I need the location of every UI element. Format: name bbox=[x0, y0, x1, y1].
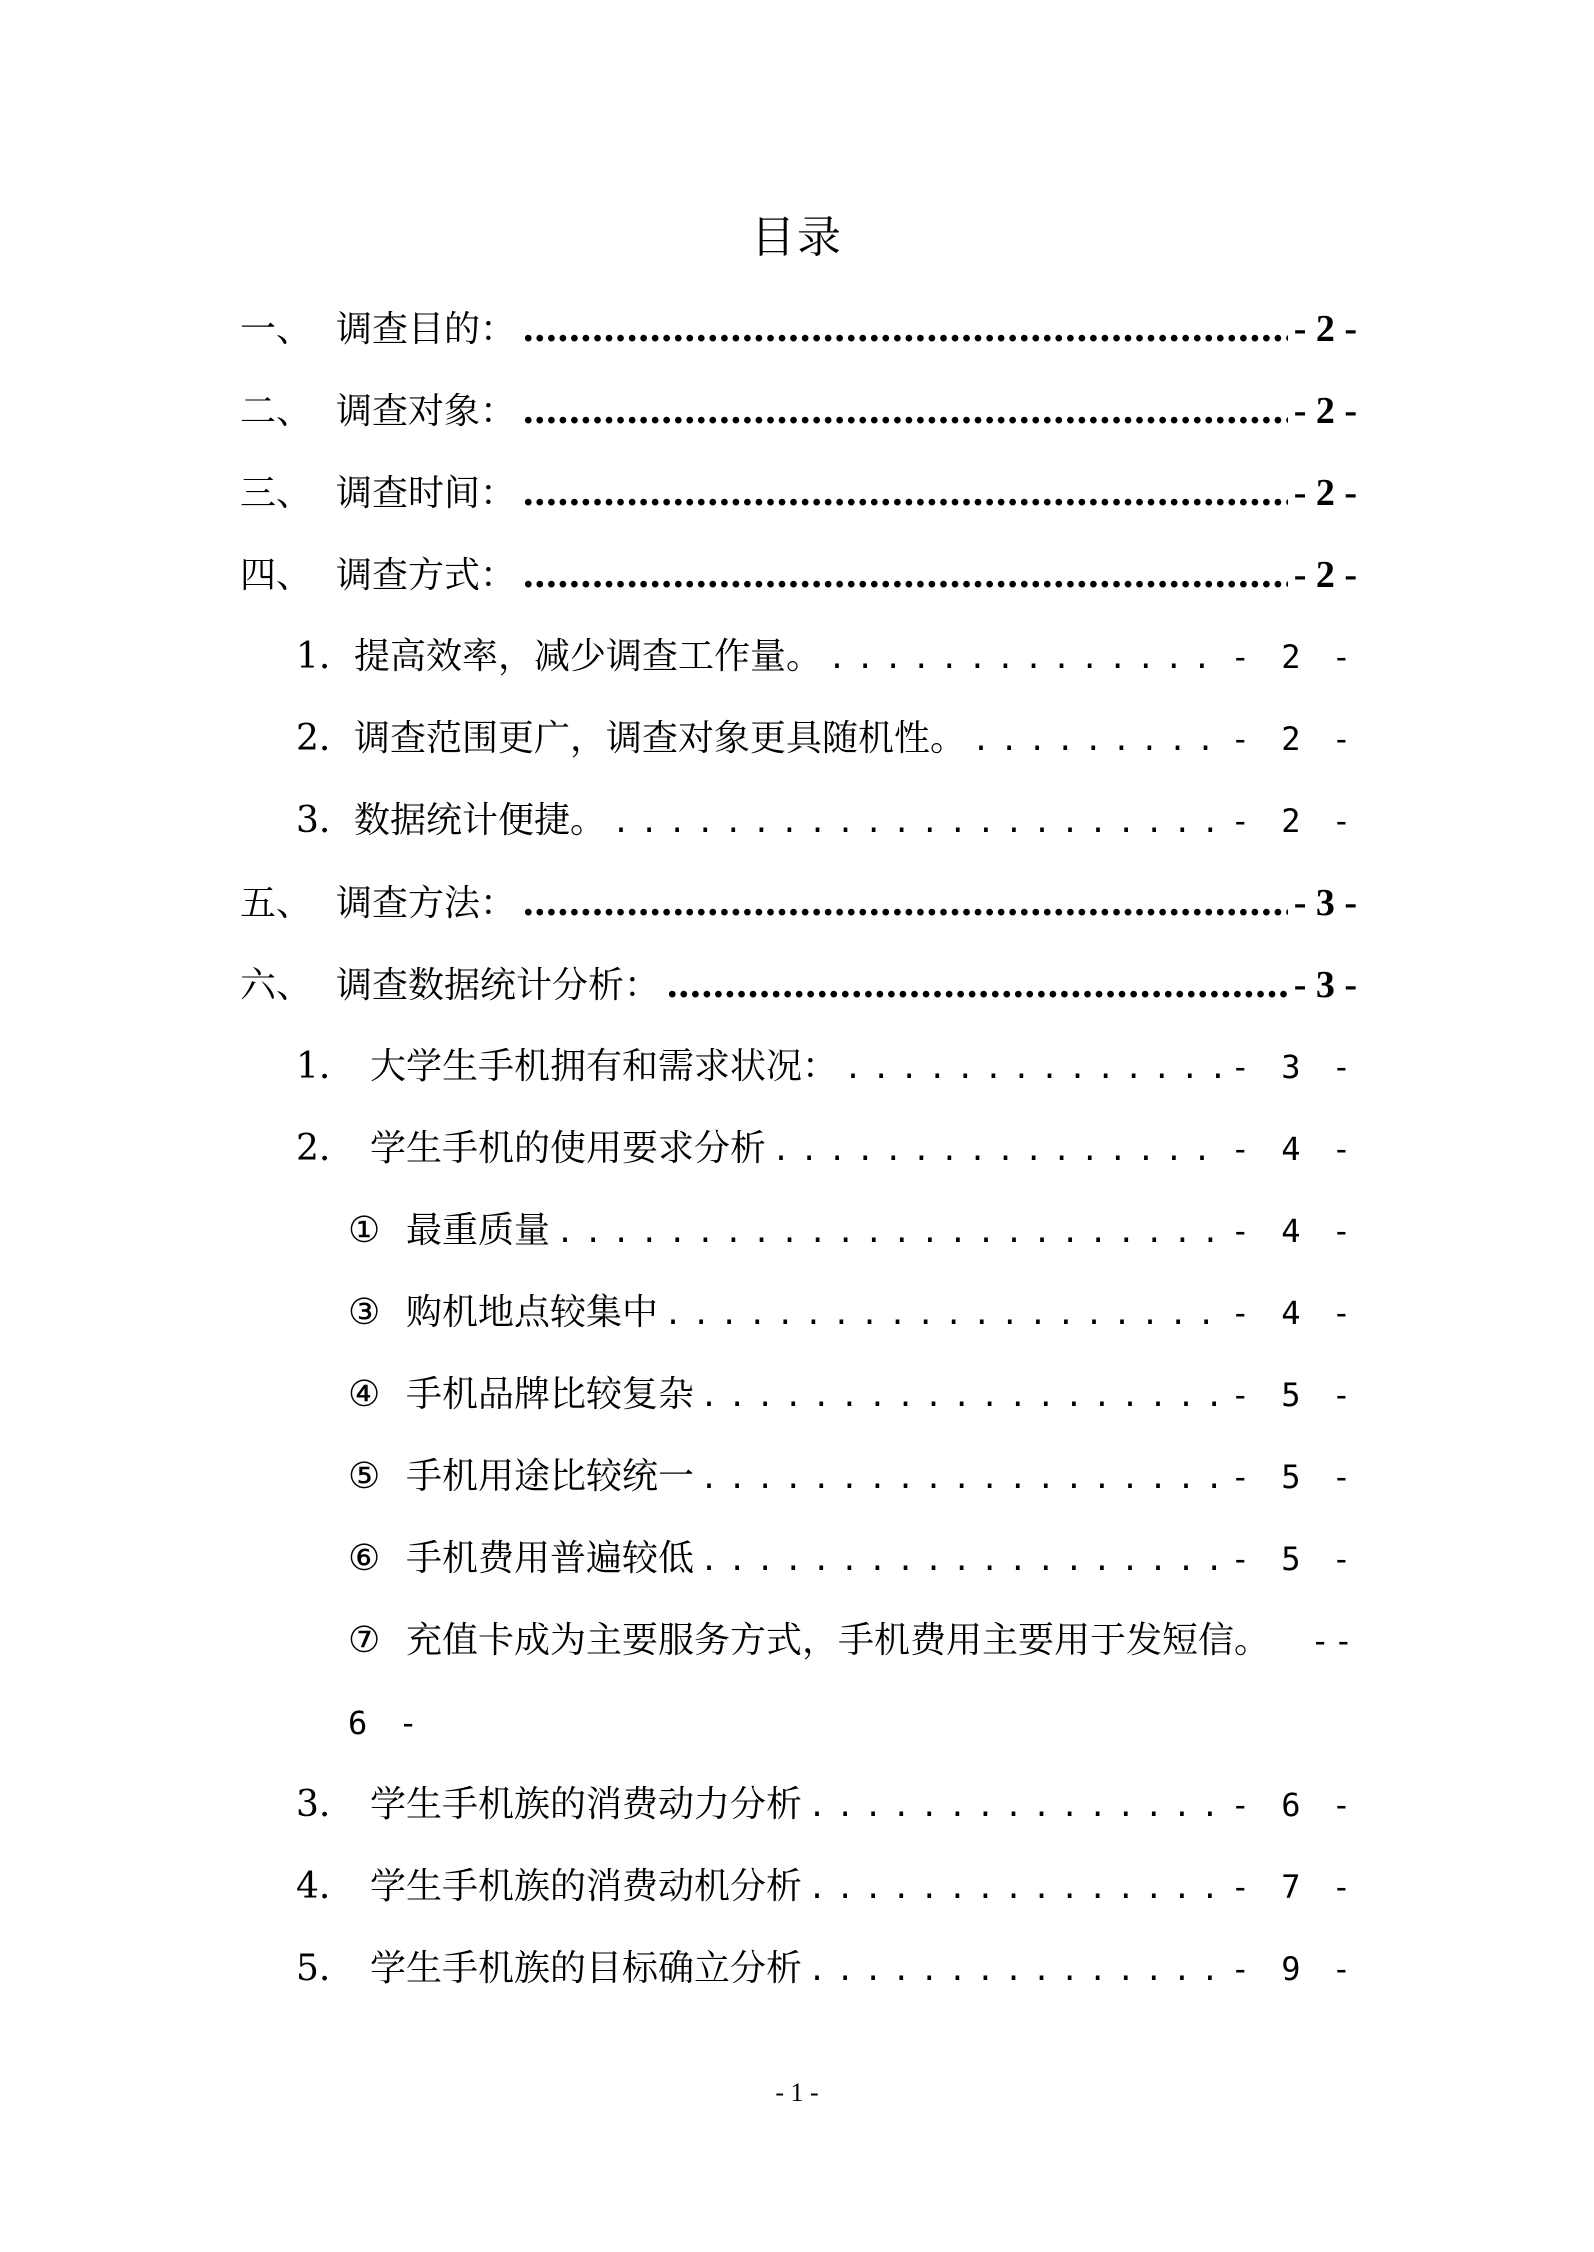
toc-entry-page: - 5 - bbox=[1230, 1540, 1357, 1578]
dot-leader bbox=[612, 782, 1225, 864]
toc-entry-number: 2. bbox=[296, 718, 331, 759]
toc-entry-number: ④ bbox=[348, 1374, 381, 1415]
toc-entry-number: 二、 bbox=[240, 391, 313, 432]
dot-leader bbox=[700, 1520, 1225, 1602]
toc-entry-usage[interactable] bbox=[240, 1436, 1357, 1518]
dot-leader bbox=[522, 452, 1288, 534]
toc-entry-page: - 6 - bbox=[1230, 1786, 1357, 1824]
dot-leader bbox=[556, 1192, 1225, 1274]
toc-entry-page: - 2 - bbox=[1293, 390, 1357, 432]
toc-entry-scope[interactable] bbox=[240, 698, 1357, 780]
toc-entry-page: - 4 - bbox=[1230, 1212, 1357, 1250]
toc-entry-line bbox=[348, 1600, 1357, 1682]
toc-entry-label: 数据统计便捷。 bbox=[354, 800, 607, 841]
toc-entry-label: 调查对象： bbox=[336, 391, 517, 432]
toc-entry-number: 3. bbox=[296, 1784, 331, 1825]
toc-title: 目录 bbox=[751, 212, 843, 263]
toc-entry-page: - 4 - bbox=[1230, 1130, 1357, 1168]
toc-entry-number: 3. bbox=[296, 800, 331, 841]
toc-entry-time[interactable] bbox=[240, 452, 1357, 534]
toc-entry-number: 5. bbox=[296, 1948, 331, 1989]
dot-leader bbox=[666, 944, 1288, 1026]
toc-entry-ownership[interactable] bbox=[240, 1026, 1357, 1108]
toc-entry-number: 一、 bbox=[240, 309, 313, 350]
dot-leader bbox=[828, 618, 1225, 700]
toc-entry-number: ⑥ bbox=[348, 1538, 381, 1579]
toc-entry-label: 手机费用普遍较低 bbox=[406, 1538, 695, 1579]
toc-entry-number: ⑦ bbox=[348, 1620, 381, 1661]
toc-entry-number: ③ bbox=[348, 1292, 381, 1333]
toc-entry-cost[interactable] bbox=[240, 1518, 1357, 1600]
toc-entry-method[interactable] bbox=[240, 862, 1357, 944]
toc-entry-number: 四、 bbox=[240, 555, 313, 596]
toc-entry-page: - 2 - bbox=[1230, 720, 1357, 758]
toc-entry-label: 调查方法： bbox=[336, 883, 517, 924]
toc-entry-purpose[interactable] bbox=[240, 288, 1357, 370]
toc-entry-quality[interactable] bbox=[240, 1190, 1357, 1272]
toc-entry-label: 学生手机的使用要求分析 bbox=[370, 1128, 767, 1169]
toc-entry-label: 提高效率，减少调查工作量。 bbox=[354, 636, 823, 677]
toc-entry-goal-setting[interactable] bbox=[240, 1928, 1357, 2010]
table-of-contents bbox=[240, 288, 1357, 2010]
toc-entry-number: ⑤ bbox=[348, 1456, 381, 1497]
dot-leader bbox=[522, 370, 1288, 452]
toc-entry-label: 最重质量 bbox=[406, 1210, 551, 1251]
dot-leader bbox=[844, 1028, 1225, 1110]
toc-entry-number: ① bbox=[348, 1210, 381, 1251]
dot-leader bbox=[522, 862, 1288, 944]
toc-entry-consumption-motive[interactable] bbox=[240, 1846, 1357, 1928]
toc-entry-label: 大学生手机拥有和需求状况： bbox=[370, 1046, 839, 1087]
toc-entry-data-analysis[interactable] bbox=[240, 944, 1357, 1026]
toc-entry-number: 1. bbox=[296, 636, 331, 677]
toc-entry-label: 调查方式： bbox=[336, 555, 517, 596]
toc-entry-efficiency[interactable] bbox=[240, 616, 1357, 698]
toc-entry-page: - 2 - bbox=[1230, 802, 1357, 840]
toc-entry-label: 学生手机族的消费动机分析 bbox=[370, 1866, 803, 1907]
toc-entry-trail: -- bbox=[1310, 1622, 1357, 1660]
dot-leader bbox=[808, 1930, 1225, 2012]
toc-entry-number: 五、 bbox=[240, 883, 313, 924]
toc-entry-label: 调查目的： bbox=[336, 309, 517, 350]
toc-entry-number: 2. bbox=[296, 1128, 331, 1169]
toc-entry-statistics[interactable] bbox=[240, 780, 1357, 862]
toc-entry-label: 学生手机族的消费动力分析 bbox=[370, 1784, 803, 1825]
toc-entry-number: 三、 bbox=[240, 473, 313, 514]
toc-entry-page: 6 - bbox=[348, 1704, 424, 1742]
dot-leader bbox=[522, 288, 1288, 370]
toc-entry-consumption-drive[interactable] bbox=[240, 1764, 1357, 1846]
dot-leader bbox=[700, 1356, 1225, 1438]
toc-entry-page: - 5 - bbox=[1230, 1376, 1357, 1414]
dot-leader bbox=[772, 1110, 1225, 1192]
toc-entry-page: - 2 - bbox=[1230, 638, 1357, 676]
toc-entry-number: 六、 bbox=[240, 965, 313, 1006]
toc-entry-page: - 5 - bbox=[1230, 1458, 1357, 1496]
toc-entry-continuation bbox=[348, 1682, 1357, 1764]
toc-entry-number: 4. bbox=[296, 1866, 331, 1907]
toc-entry-label: 充值卡成为主要服务方式，手机费用主要用于发短信。 bbox=[406, 1620, 1271, 1661]
toc-entry-brands[interactable] bbox=[240, 1354, 1357, 1436]
toc-entry-number: 1. bbox=[296, 1046, 331, 1087]
toc-entry-label: 调查时间： bbox=[336, 473, 517, 514]
toc-entry-purchase-location[interactable] bbox=[240, 1272, 1357, 1354]
toc-entry-label: 学生手机族的目标确立分析 bbox=[370, 1948, 803, 1989]
dot-leader bbox=[972, 700, 1225, 782]
dot-leader bbox=[808, 1848, 1225, 1930]
toc-entry-page: - 2 - bbox=[1293, 472, 1357, 514]
dot-leader bbox=[700, 1438, 1225, 1520]
toc-entry-recharge-card[interactable] bbox=[240, 1600, 1357, 1764]
toc-entry-label: 手机品牌比较复杂 bbox=[406, 1374, 695, 1415]
toc-entry-page: - 2 - bbox=[1293, 554, 1357, 596]
toc-entry-page: - 7 - bbox=[1230, 1868, 1357, 1906]
toc-entry-label: 调查数据统计分析： bbox=[336, 965, 661, 1006]
toc-entry-page: - 2 - bbox=[1293, 308, 1357, 350]
toc-entry-label: 手机用途比较统一 bbox=[406, 1456, 695, 1497]
toc-entry-label: 购机地点较集中 bbox=[406, 1292, 659, 1333]
toc-entry-mode[interactable] bbox=[240, 534, 1357, 616]
toc-entry-page: - 4 - bbox=[1230, 1294, 1357, 1332]
toc-entry-page: - 3 - bbox=[1230, 1048, 1357, 1086]
dot-leader bbox=[522, 534, 1288, 616]
toc-entry-subjects[interactable] bbox=[240, 370, 1357, 452]
toc-entry-label: 调查范围更广，调查对象更具随机性。 bbox=[354, 718, 967, 759]
toc-entry-page: - 3 - bbox=[1293, 964, 1357, 1006]
toc-entry-usage-requirements[interactable] bbox=[240, 1108, 1357, 1190]
page-footer-number: - 1 - bbox=[775, 2078, 819, 2107]
toc-entry-page: - 3 - bbox=[1293, 882, 1357, 924]
dot-leader bbox=[664, 1274, 1225, 1356]
dot-leader bbox=[808, 1766, 1225, 1848]
toc-entry-page: - 9 - bbox=[1230, 1950, 1357, 1988]
